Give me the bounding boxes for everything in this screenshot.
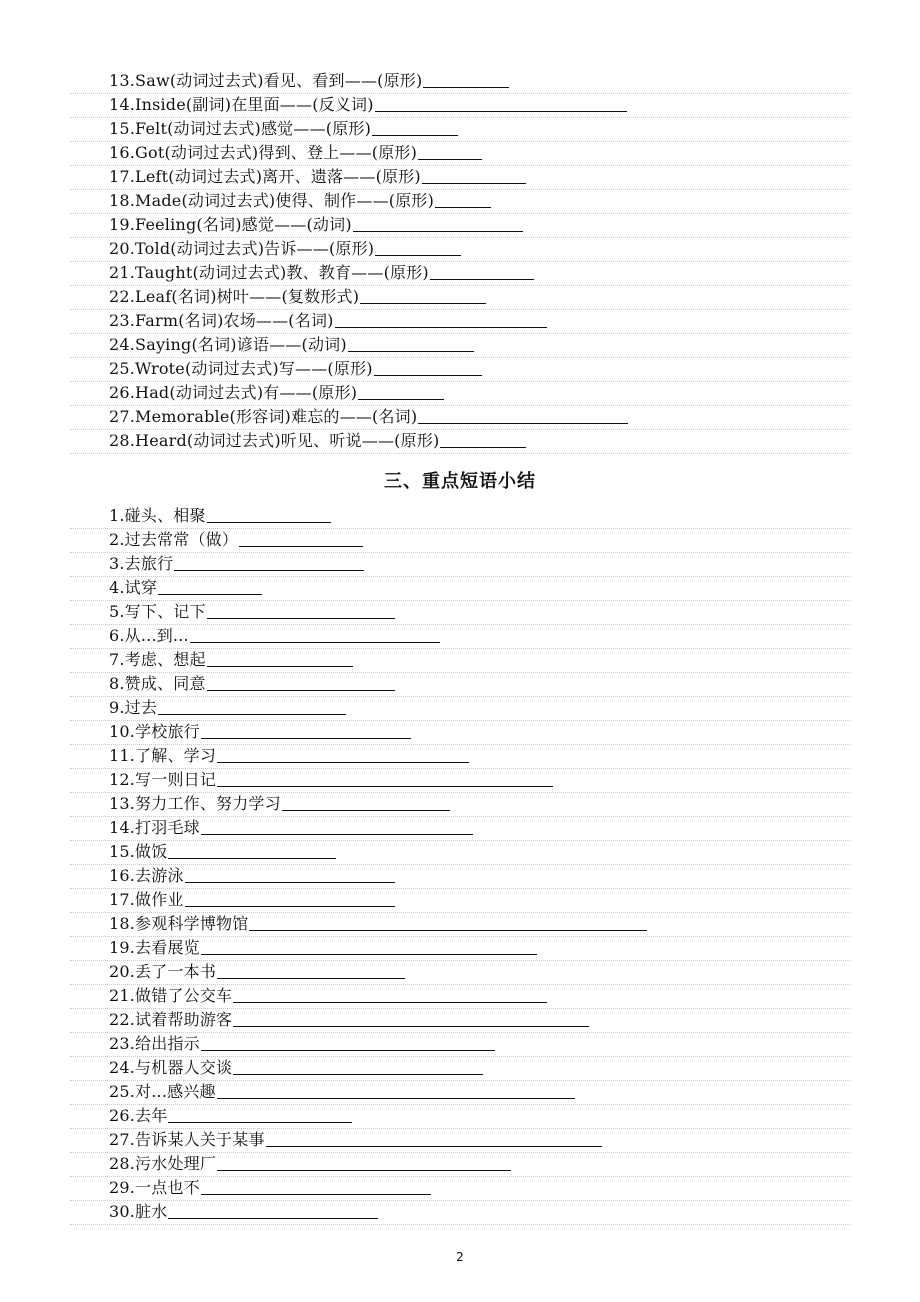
phrase-item <box>70 1105 850 1129</box>
phrase-item <box>70 1057 850 1081</box>
answer-blank[interactable] <box>374 374 482 376</box>
phrase-item-label: 27.告诉某人关于某事 <box>109 1130 265 1149</box>
word-item-label: 24.Saying(名词)谚语——(动词) <box>109 335 347 354</box>
phrase-item-label: 21.做错了公交车 <box>109 986 233 1005</box>
phrase-item <box>70 1033 850 1057</box>
word-item <box>70 382 850 406</box>
answer-blank[interactable] <box>353 230 523 232</box>
answer-blank[interactable] <box>435 206 491 208</box>
word-item-label: 25.Wrote(动词过去式)写——(原形) <box>109 359 373 378</box>
answer-blank[interactable] <box>423 86 509 88</box>
word-item <box>70 430 850 454</box>
answer-blank[interactable] <box>372 134 458 136</box>
phrase-item <box>70 841 850 865</box>
answer-blank[interactable] <box>185 881 395 883</box>
word-item-label: 19.Feeling(名词)感觉——(动词) <box>109 215 352 234</box>
answer-blank[interactable] <box>158 593 262 595</box>
answer-blank[interactable] <box>233 1025 589 1027</box>
phrase-item <box>70 985 850 1009</box>
phrase-item-label: 16.去游泳 <box>109 866 184 885</box>
phrase-item <box>70 793 850 817</box>
phrase-item-label: 6.从...到... <box>109 626 189 645</box>
phrase-item <box>70 577 850 601</box>
word-item-label: 16.Got(动词过去式)得到、登上——(原形) <box>109 143 418 162</box>
answer-blank[interactable] <box>201 737 411 739</box>
phrase-item-label: 1.碰头、相聚 <box>109 506 206 525</box>
phrase-item-label: 8.赞成、同意 <box>109 674 206 693</box>
answer-blank[interactable] <box>217 977 405 979</box>
answer-blank[interactable] <box>201 833 473 835</box>
phrase-item <box>70 1129 850 1153</box>
phrase-item <box>70 1153 850 1177</box>
phrase-item <box>70 1201 850 1225</box>
answer-blank[interactable] <box>207 617 395 619</box>
phrase-item-label: 19.去看展览 <box>109 938 200 957</box>
word-item-label: 14.Inside(副词)在里面——(反义词) <box>109 95 374 114</box>
answer-blank[interactable] <box>207 689 395 691</box>
phrase-item <box>70 1177 850 1201</box>
answer-blank[interactable] <box>335 326 547 328</box>
phrase-item-label: 15.做饭 <box>109 842 168 861</box>
phrase-item-label: 17.做作业 <box>109 890 184 909</box>
word-item-label: 17.Left(动词过去式)离开、遗落——(原形) <box>109 167 421 186</box>
word-item <box>70 286 850 310</box>
answer-blank[interactable] <box>282 809 450 811</box>
phrase-item <box>70 889 850 913</box>
phrase-item-label: 29.一点也不 <box>109 1178 200 1197</box>
phrase-item <box>70 817 850 841</box>
answer-blank[interactable] <box>168 857 336 859</box>
word-item <box>70 262 850 286</box>
phrase-item-label: 24.与机器人交谈 <box>109 1058 233 1077</box>
answer-blank[interactable] <box>239 545 363 547</box>
answer-blank[interactable] <box>201 953 537 955</box>
answer-blank[interactable] <box>217 761 469 763</box>
phrase-item-label: 4.试穿 <box>109 578 158 597</box>
word-item <box>70 166 850 190</box>
page-number: 2 <box>456 1250 464 1264</box>
answer-blank[interactable] <box>217 785 553 787</box>
answer-blank[interactable] <box>430 278 534 280</box>
answer-blank[interactable] <box>201 1049 495 1051</box>
word-item-label: 21.Taught(动词过去式)教、教育——(原形) <box>109 263 429 282</box>
answer-blank[interactable] <box>174 569 364 571</box>
phrase-item <box>70 937 850 961</box>
phrase-item-label: 30.脏水 <box>109 1202 168 1221</box>
phrase-item <box>70 697 850 721</box>
answer-blank[interactable] <box>266 1145 602 1147</box>
word-item-label: 22.Leaf(名词)树叶——(复数形式) <box>109 287 360 306</box>
word-item <box>70 142 850 166</box>
answer-blank[interactable] <box>358 398 444 400</box>
word-item-label: 27.Memorable(形容词)难忘的——(名词) <box>109 407 418 426</box>
phrase-item-label: 9.过去 <box>109 698 158 717</box>
phrase-item <box>70 601 850 625</box>
phrase-item-label: 10.学校旅行 <box>109 722 200 741</box>
word-item <box>70 406 850 430</box>
answer-blank[interactable] <box>418 158 482 160</box>
word-item <box>70 310 850 334</box>
word-item <box>70 190 850 214</box>
phrase-item <box>70 625 850 649</box>
answer-blank[interactable] <box>207 521 331 523</box>
word-item-label: 23.Farm(名词)农场——(名词) <box>109 311 334 330</box>
phrase-item-label: 2.过去常常（做） <box>109 530 239 549</box>
word-item <box>70 334 850 358</box>
phrase-item-label: 20.丢了一本书 <box>109 962 217 981</box>
phrase-item <box>70 529 850 553</box>
phrase-item-label: 23.给出指示 <box>109 1034 200 1053</box>
phrase-item <box>70 673 850 697</box>
phrase-item-label: 14.打羽毛球 <box>109 818 200 837</box>
answer-blank[interactable] <box>233 1073 483 1075</box>
phrase-item <box>70 1081 850 1105</box>
phrase-item-label: 11.了解、学习 <box>109 746 217 765</box>
answer-blank[interactable] <box>158 713 346 715</box>
phrase-item <box>70 649 850 673</box>
answer-blank[interactable] <box>217 1169 511 1171</box>
word-item <box>70 214 850 238</box>
phrase-item <box>70 1009 850 1033</box>
answer-blank[interactable] <box>422 182 526 184</box>
answer-blank[interactable] <box>185 905 395 907</box>
word-item-label: 18.Made(动词过去式)使得、制作——(原形) <box>109 191 435 210</box>
answer-blank[interactable] <box>201 1193 431 1195</box>
phrase-item <box>70 913 850 937</box>
word-item-label: 15.Felt(动词过去式)感觉——(原形) <box>109 119 372 138</box>
answer-blank[interactable] <box>440 446 526 448</box>
word-item <box>70 358 850 382</box>
phrase-item-label: 18.参观科学博物馆 <box>109 914 249 933</box>
word-item-label: 13.Saw(动词过去式)看见、看到——(原形) <box>109 71 423 90</box>
word-item-label: 26.Had(动词过去式)有——(原形) <box>109 383 358 402</box>
answer-blank[interactable] <box>375 110 627 112</box>
answer-blank[interactable] <box>418 422 628 424</box>
section-title: 三、重点短语小结 <box>384 471 536 492</box>
answer-blank[interactable] <box>249 929 647 931</box>
answer-blank[interactable] <box>168 1121 352 1123</box>
phrase-item-label: 12.写一则日记 <box>109 770 217 789</box>
phrase-item-label: 13.努力工作、努力学习 <box>109 794 281 813</box>
answer-blank[interactable] <box>375 254 461 256</box>
answer-blank[interactable] <box>168 1217 378 1219</box>
word-item <box>70 238 850 262</box>
phrase-item-label: 28.污水处理厂 <box>109 1154 217 1173</box>
phrase-item <box>70 961 850 985</box>
phrase-item-label: 5.写下、记下 <box>109 602 206 621</box>
word-item <box>70 118 850 142</box>
word-item <box>70 94 850 118</box>
phrase-item-label: 3.去旅行 <box>109 554 174 573</box>
phrase-item <box>70 769 850 793</box>
word-item-label: 28.Heard(动词过去式)听见、听说——(原形) <box>109 431 440 450</box>
answer-blank[interactable] <box>360 302 486 304</box>
word-item <box>70 70 850 94</box>
answer-blank[interactable] <box>233 1001 547 1003</box>
word-item-label: 20.Told(动词过去式)告诉——(原形) <box>109 239 375 258</box>
answer-blank[interactable] <box>348 350 474 352</box>
phrase-item <box>70 721 850 745</box>
answer-blank[interactable] <box>207 665 353 667</box>
answer-blank[interactable] <box>217 1097 575 1099</box>
phrase-item <box>70 553 850 577</box>
phrase-item-label: 25.对...感兴趣 <box>109 1082 216 1101</box>
phrase-item <box>70 865 850 889</box>
phrase-item-label: 26.去年 <box>109 1106 168 1125</box>
phrase-item <box>70 505 850 529</box>
phrase-item-label: 22.试着帮助游客 <box>109 1010 233 1029</box>
answer-blank[interactable] <box>190 641 440 643</box>
phrase-item <box>70 745 850 769</box>
phrase-item-label: 7.考虑、想起 <box>109 650 206 669</box>
